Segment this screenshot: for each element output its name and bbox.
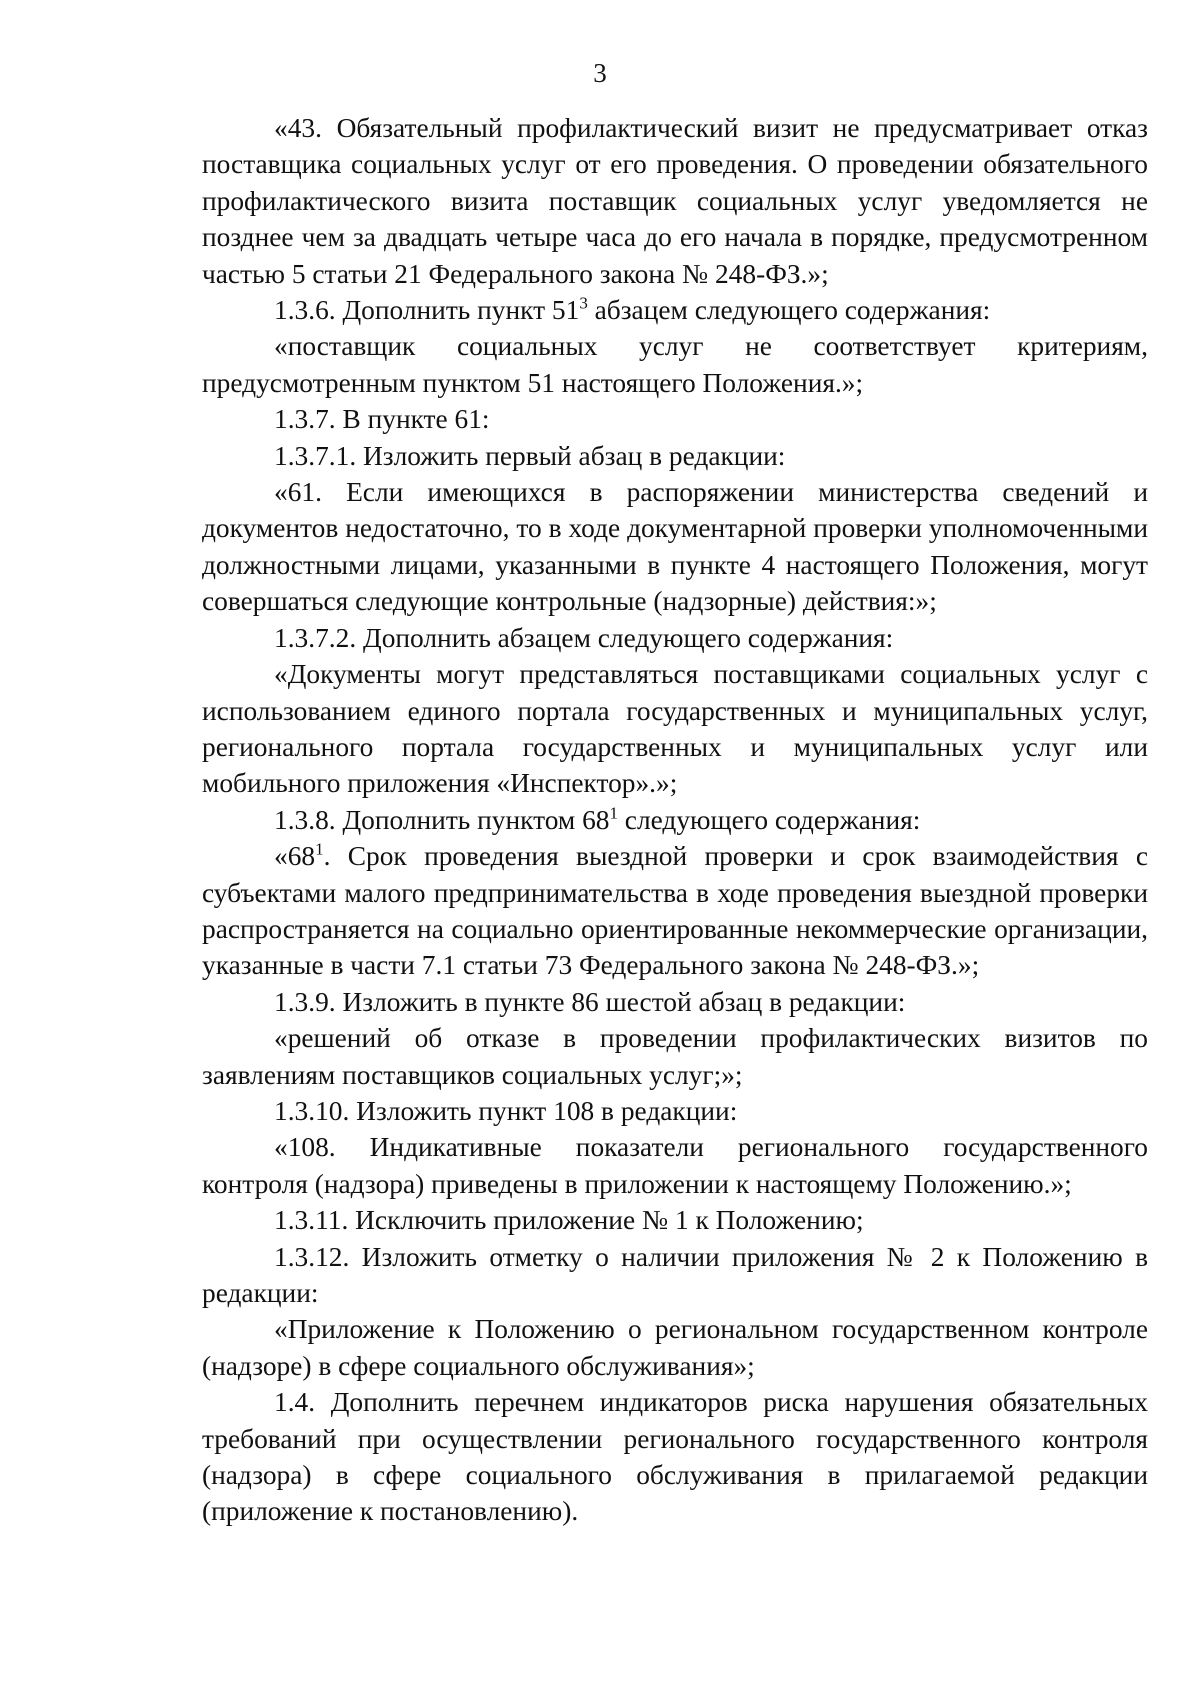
paragraph-1-3-7-2: 1.3.7.2. Дополнить абзацем следующего содержания: [274, 622, 894, 653]
paragraph-1-3-7-1: 1.3.7.1. Изложить первый абзац в редакции: [274, 440, 786, 471]
paragraph-text: «68 [274, 841, 316, 872]
paragraph-text: следующего содержания: [617, 804, 921, 835]
paragraph-1-4: 1.4. Дополнить перечнем индикаторов риска нарушения обязательных требований при осуществлении регионального государственного контроля (надзора) в сфере социального обслуживания в прилагаемой редакции (приложение к постановлению). [202, 1387, 1148, 1527]
paragraph-text: абзацем следующего содержания: [587, 295, 991, 326]
paragraph-quote-decisions: «решений об отказе в проведении профилактических визитов по заявлениям поставщиков социальных услуг;»; [202, 1023, 1148, 1090]
paragraph-1-3-12: 1.3.12. Изложить отметку о наличии приложения № 2 к Положению в редакции: [202, 1241, 1148, 1308]
paragraph-quote-criteria: «поставщик социальных услуг не соответствует критериям, предусмотренным пунктом 51 настоящего Положения.»; [202, 331, 1148, 398]
paragraph-1-3-6 [202, 292, 1148, 328]
paragraph-clause-61: «61. Если имеющихся в распоряжении министерства сведений и документов недостаточно, то в ходе документарной проверки уполномоченными должностными лицами, указанными в пункте 4 настоящего Положения, могут совершаться следующие контрольные (надзорные) действия:»; [202, 477, 1148, 617]
superscript: 3 [579, 293, 588, 313]
paragraph-quote-documents: «Документы могут представляться поставщиками социальных услуг с использованием единого портала государственных и муниципальных услуг, регионального портала государственных и муниципальных услуг или мобильного приложения «Инспектор».»; [202, 659, 1148, 799]
paragraph-clause-43: «43. Обязательный профилактический визит не предусматривает отказ поставщика социальных услуг от его проведения. О проведении обязательного профилактического визита поставщик социальных услуг уведомляется не позднее чем за двадцать четыре часа до его начала в порядке, предусмотренном частью 5 статьи 21 Федерального закона № 248-ФЗ.»; [202, 113, 1148, 289]
document-body [202, 110, 1148, 1530]
paragraph-text: . Срок проведения выездной проверки и срок взаимодействия с субъектами малого предпринимательства в ходе проведения выездной проверки распространяется на социально ориентированные некоммерческие организации, указанные в части 7.1 статьи 73 Федерального закона № 248-ФЗ.»; [202, 841, 1148, 981]
paragraph-text: 1.3.6. Дополнить пункт 51 [274, 295, 580, 326]
superscript: 1 [315, 839, 324, 859]
paragraph-1-3-10: 1.3.10. Изложить пункт 108 в редакции: [274, 1095, 738, 1126]
paragraph-1-3-8 [202, 802, 1148, 838]
paragraph-quote-appendix: «Приложение к Положению о региональном государственном контроле (надзоре) в сфере социального обслуживания»; [202, 1314, 1148, 1381]
paragraph-1-3-11: 1.3.11. Исключить приложение № 1 к Положению; [274, 1205, 864, 1236]
paragraph-clause-68-1 [202, 838, 1148, 984]
paragraph-1-3-9: 1.3.9. Изложить в пункте 86 шестой абзац в редакции: [274, 986, 906, 1017]
page-number: 3 [593, 58, 607, 88]
paragraph-1-3-7: 1.3.7. В пункте 61: [274, 404, 490, 435]
paragraph-clause-108: «108. Индикативные показатели регионального государственного контроля (надзора) приведены в приложении к настоящему Положению.»; [202, 1132, 1148, 1199]
paragraph-text: 1.3.8. Дополнить пунктом 68 [274, 804, 610, 835]
superscript: 1 [609, 803, 618, 823]
